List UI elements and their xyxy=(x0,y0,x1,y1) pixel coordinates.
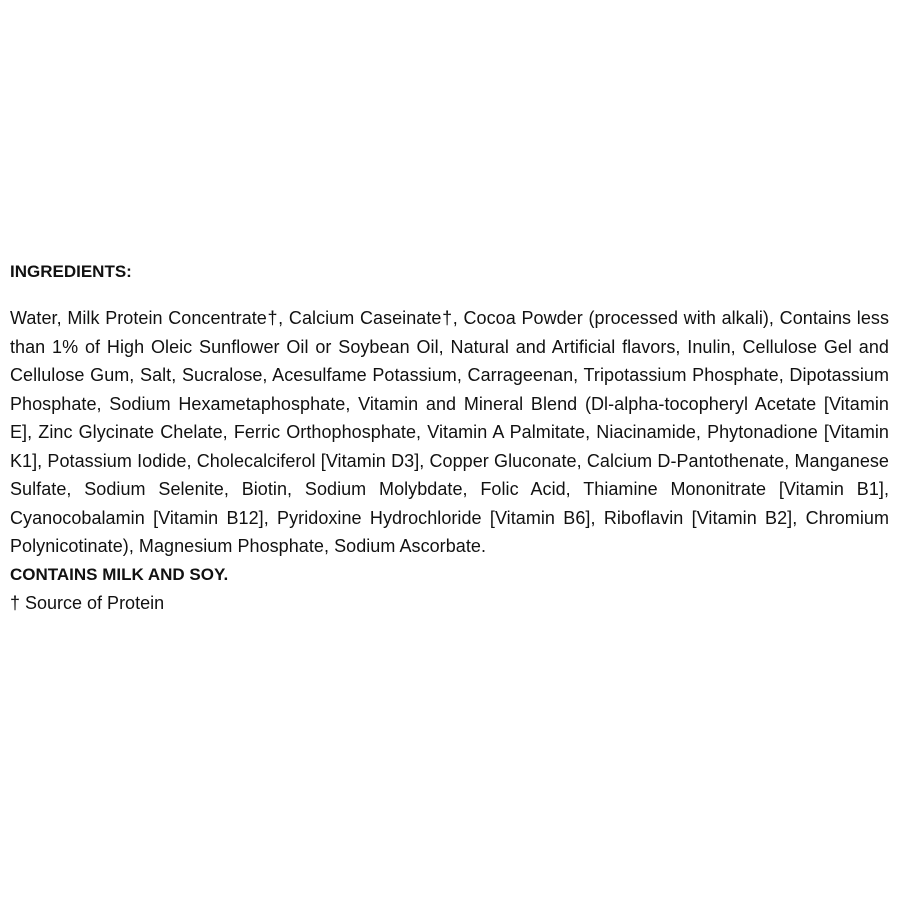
ingredients-list: Water, Milk Protein Concentrate†, Calcium Caseinate†, Cocoa Powder (processed with alkali), Contains less than 1% of High Oleic Sunflower Oil or Soybean Oil, Natural and Artificial flavors, Inulin, Cellulose Gel and Cellulose Gum, Salt, Sucralose, Acesulfame Potassium, Carrageenan, Tripotassium Phosphate, Dipotassium Phosphate, Sodium Hexametaphosphate, Vitamin and Mineral Blend (Dl-alpha-tocopheryl Acetate [Vitamin E], Zinc Glycinate Chelate, Ferric Orthophosphate, Vitamin A Palmitate, Niacinamide, Phytonadione [Vitamin K1], Potassium Iodide, Cholecalciferol [Vitamin D3], Copper Gluconate, Calcium D-Pantothenate, Manganese Sulfate, Sodium Selenite, Biotin, Sodium Molybdate, Folic Acid, Thiamine Mononitrate [Vitamin B1], Cyanocobalamin [Vitamin B12], Pyridoxine Hydrochloride [Vitamin B6], Riboflavin [Vitamin B2], Chromium Polynicotinate), Magnesium Phosphate, Sodium Ascorbate. xyxy=(10,308,889,556)
ingredients-heading: INGREDIENTS: xyxy=(10,262,132,281)
protein-source-footnote: † Source of Protein xyxy=(10,593,165,613)
allergen-statement: CONTAINS MILK AND SOY. xyxy=(10,564,229,584)
ingredients-label xyxy=(10,258,889,618)
